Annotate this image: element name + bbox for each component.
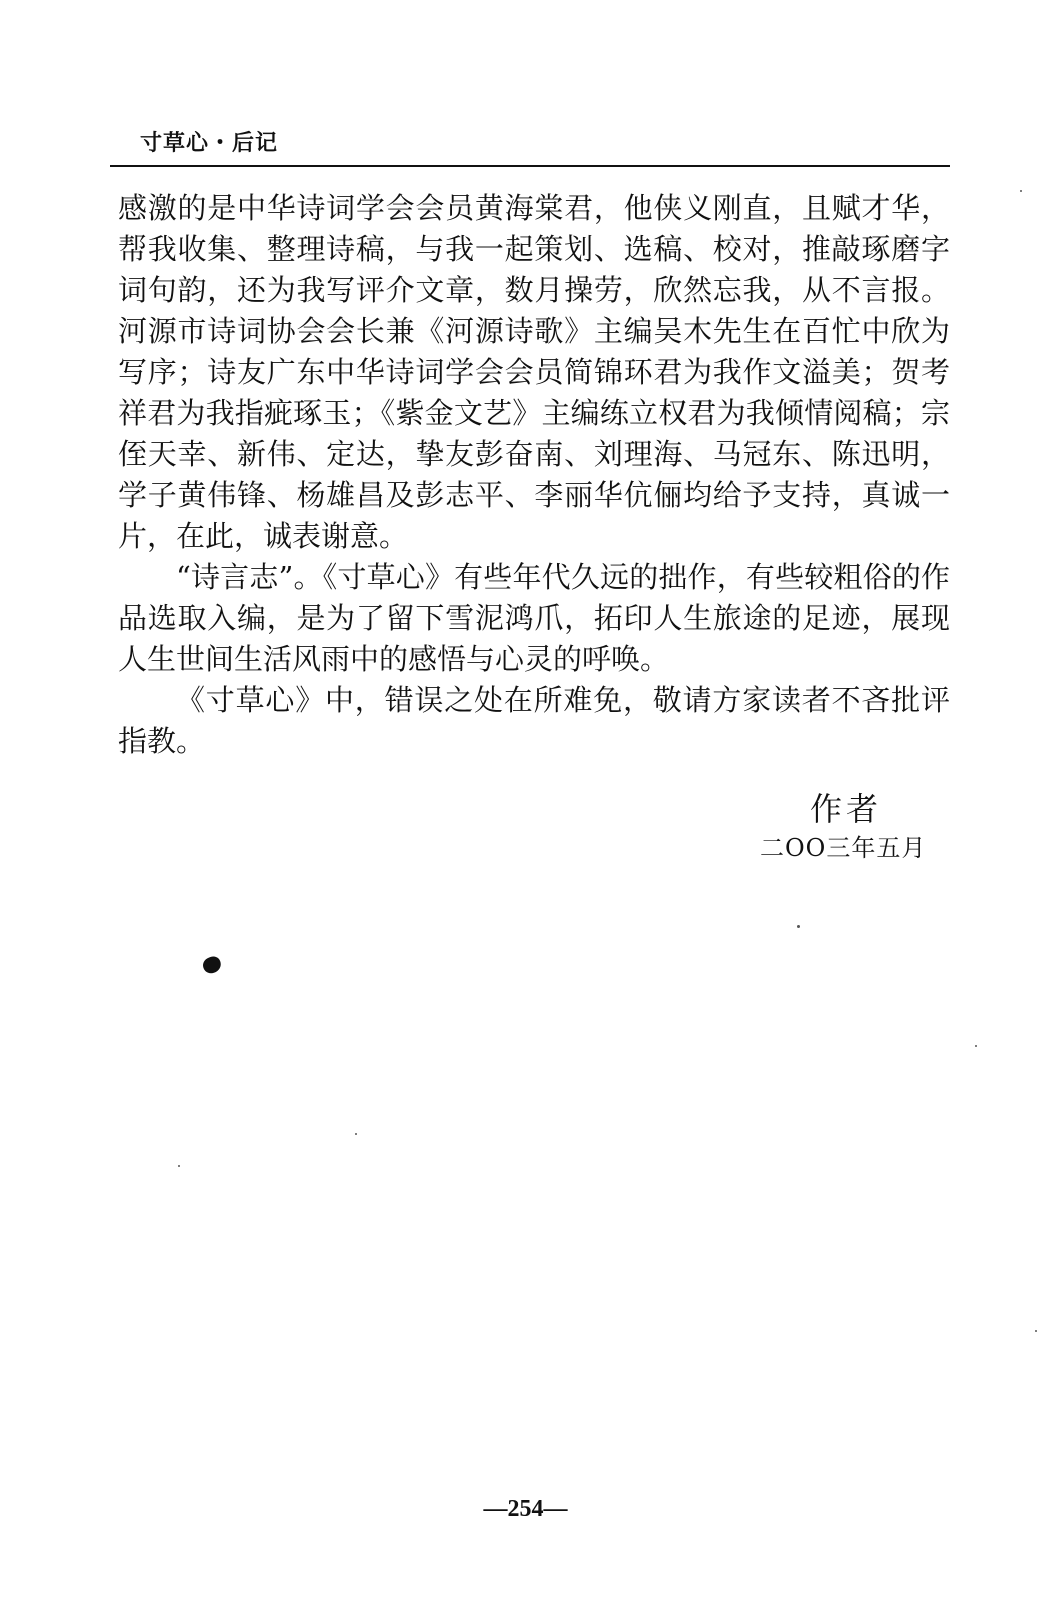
scan-speck — [975, 1045, 977, 1047]
signature-date: 二OO三年五月 — [760, 834, 927, 862]
running-header: 寸草心・后记 — [140, 130, 279, 156]
scan-speck — [1020, 190, 1022, 192]
scan-speck — [1035, 1330, 1037, 1332]
paragraph-request-criticism: 《寸草心》中，错误之处在所难免，敬请方家读者不吝批评指教。 — [118, 683, 950, 758]
scan-speck — [355, 1133, 357, 1135]
paragraph-acknowledgements: 感激的是中华诗词学会会员黄海棠君，他侠义刚直，且赋才华，帮我收集、整理诗稿，与我一起策划、选稿、校对，推敲琢磨字词句韵，还为我写评介文章，数月操劳，欣然忘我，从不言报。河源市诗词协会会长兼《河源诗歌》主编吴木先生在百忙中欣为写序；诗友广东中华诗词学会会员简锦环君为我作文溢美；贺考祥君为我指疵琢玉；《紫金文艺》主编练立权君为我倾情阅稿；宗侄天幸、新伟、定达，挚友彭奋南、刘理海、马冠东、陈迅明，学子黄伟锋、杨雄昌及彭志平、李丽华伉俪均给予支持，真诚一片，在此，诚表谢意。 — [118, 191, 950, 553]
ink-blot-mark — [201, 954, 223, 975]
page-number: —254— — [483, 1496, 568, 1522]
header-rule — [110, 165, 950, 167]
body-text — [118, 188, 950, 762]
scan-speck — [797, 925, 800, 928]
scan-speck — [178, 1165, 180, 1167]
author-signature: 作者 — [810, 790, 883, 828]
paragraph-poetry-expresses-will: “诗言志”。《寸草心》有些年代久远的拙作，有些较粗俗的作品选取入编，是为了留下雪泥鸿爪，拓印人生旅途的足迹，展现人生世间生活风雨中的感悟与心灵的呼唤。 — [118, 560, 950, 676]
